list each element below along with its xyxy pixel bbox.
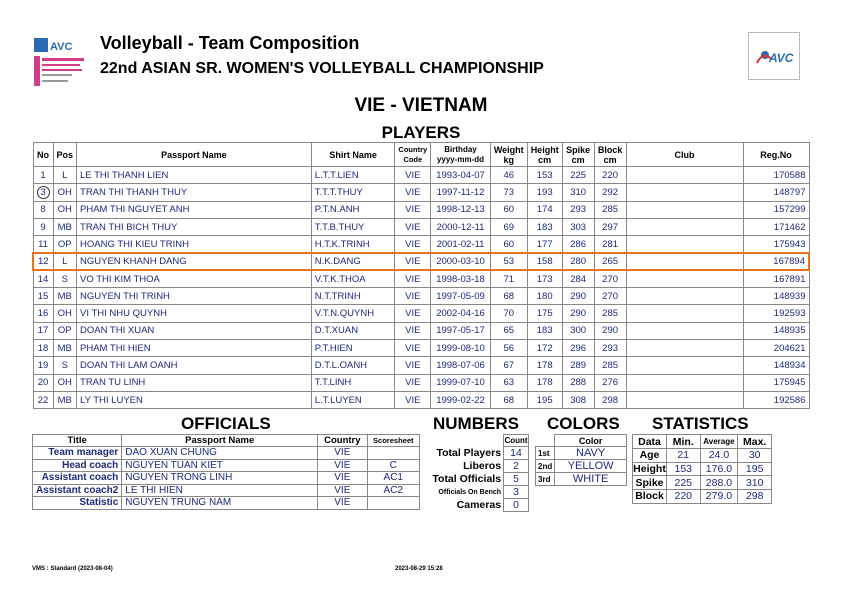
player-pos: MB — [53, 339, 77, 356]
players-table — [32, 142, 810, 409]
stat-avg: 24.0 — [700, 449, 738, 463]
player-spike: 290 — [562, 288, 594, 305]
numbers-label: Officials On Bench — [438, 488, 502, 496]
numbers-header-row — [424, 435, 529, 447]
player-block: 297 — [594, 218, 626, 235]
player-spike: 310 — [562, 184, 594, 201]
player-reg: 148797 — [743, 184, 809, 201]
color-rank: 3rd — [536, 473, 555, 486]
player-no: 14 — [33, 270, 53, 287]
player-birthday: 1993-04-07 — [431, 167, 491, 184]
numbers-row — [424, 460, 529, 473]
col-pos: Pos — [53, 143, 77, 167]
player-pos: L — [53, 167, 77, 184]
player-reg: 171462 — [743, 218, 809, 235]
official-score: AC1 — [367, 472, 419, 485]
player-country: VIE — [395, 253, 431, 270]
numbers-title: NUMBERS — [433, 414, 519, 433]
player-name: LE THI THANH LIEN — [77, 167, 312, 184]
player-birthday: 2000-12-11 — [431, 218, 491, 235]
player-row — [33, 218, 809, 235]
document-title: Volleyball - Team Composition — [100, 33, 360, 53]
official-country: VIE — [318, 447, 367, 460]
player-block: 293 — [594, 339, 626, 356]
team-title: VIE - VIETNAM — [354, 95, 488, 116]
official-name: NGUYEN TUAN KIET — [122, 459, 318, 472]
player-row — [33, 270, 809, 287]
official-name: NGUYEN TRONG LINH — [122, 472, 318, 485]
statistics-title: STATISTICS — [652, 414, 749, 433]
stat-key: Age — [633, 449, 667, 463]
stat-avg: 288.0 — [700, 476, 738, 490]
player-club — [626, 322, 743, 339]
stat-avg: 279.0 — [700, 490, 738, 504]
player-birthday: 1998-12-13 — [431, 201, 491, 218]
player-weight: 67 — [490, 357, 527, 374]
statistics-header-row — [633, 435, 772, 449]
player-club — [626, 374, 743, 391]
col-no: No — [33, 143, 53, 167]
player-block: 276 — [594, 374, 626, 391]
player-spike: 303 — [562, 218, 594, 235]
official-country: VIE — [318, 497, 367, 510]
player-reg: 157299 — [743, 201, 809, 218]
player-birthday: 1998-03-18 — [431, 270, 491, 287]
player-row — [33, 374, 809, 391]
player-height: 177 — [527, 236, 562, 253]
officials-col-name: Passport Name — [122, 435, 318, 447]
player-club — [626, 184, 743, 201]
player-club — [626, 305, 743, 322]
official-row — [33, 459, 420, 472]
player-weight: 60 — [490, 236, 527, 253]
official-name: DAO XUAN CHUNG — [122, 447, 318, 460]
officials-table — [32, 434, 420, 510]
stat-row — [633, 449, 772, 463]
player-weight: 68 — [490, 288, 527, 305]
player-height: 193 — [527, 184, 562, 201]
numbers-label: Total Players — [436, 447, 502, 459]
stat-avg: 176.0 — [700, 462, 738, 476]
stat-row — [633, 476, 772, 490]
player-weight: 68 — [490, 391, 527, 408]
player-pos: OP — [53, 322, 77, 339]
player-reg: 204621 — [743, 339, 809, 356]
stat-max: 298 — [738, 490, 772, 504]
player-spike: 308 — [562, 391, 594, 408]
officials-col-title: Title — [33, 435, 122, 447]
player-height: 153 — [527, 167, 562, 184]
player-weight: 46 — [490, 167, 527, 184]
player-spike: 293 — [562, 201, 594, 218]
official-country: VIE — [318, 459, 367, 472]
player-shirt: T.T.LINH — [311, 374, 395, 391]
player-weight: 69 — [490, 218, 527, 235]
player-row — [33, 253, 809, 270]
player-country: VIE — [395, 288, 431, 305]
player-pos: OH — [53, 305, 77, 322]
player-shirt: T.T.T.THUY — [311, 184, 395, 201]
player-reg: 148934 — [743, 357, 809, 374]
right-logo-text: AVC — [769, 51, 794, 65]
color-row — [536, 473, 627, 486]
stat-key: Height — [633, 463, 666, 476]
numbers-label: Liberos — [463, 460, 502, 472]
player-block: 285 — [594, 357, 626, 374]
col-block: Block cm — [594, 143, 626, 167]
player-weight: 71 — [490, 270, 527, 287]
official-title: Head coach — [33, 459, 122, 472]
player-pos: OP — [53, 236, 77, 253]
player-height: 175 — [527, 305, 562, 322]
player-height: 178 — [527, 374, 562, 391]
player-block: 265 — [594, 253, 626, 270]
player-row — [33, 322, 809, 339]
player-club — [626, 357, 743, 374]
player-spike: 290 — [562, 305, 594, 322]
player-reg: 192593 — [743, 305, 809, 322]
col-country-code: Country Code — [395, 143, 431, 167]
player-height: 178 — [527, 357, 562, 374]
player-no: 8 — [33, 201, 53, 218]
championship-title: 22nd ASIAN SR. WOMEN'S VOLLEYBALL CHAMPIONSHIP — [100, 60, 544, 77]
player-shirt: N.K.DANG — [311, 253, 395, 270]
player-country: VIE — [395, 201, 431, 218]
player-weight: 60 — [490, 201, 527, 218]
official-title: Statistic — [33, 497, 122, 510]
colors-header-row — [536, 435, 627, 447]
col-reg-no: Reg.No — [743, 143, 809, 167]
player-row — [33, 201, 809, 218]
official-score — [367, 447, 419, 460]
player-block: 270 — [594, 288, 626, 305]
player-reg: 167891 — [743, 270, 809, 287]
player-name: PHAM THI NGUYET ANH — [77, 201, 312, 218]
player-birthday: 2001-02-11 — [431, 236, 491, 253]
official-score: C — [367, 459, 419, 472]
player-no — [33, 184, 53, 201]
player-no: 20 — [33, 374, 53, 391]
player-country: VIE — [395, 167, 431, 184]
officials-title: OFFICIALS — [181, 414, 271, 433]
color-row — [536, 460, 627, 473]
player-shirt: L.T.LUYEN — [311, 391, 395, 408]
player-no: 1 — [33, 167, 53, 184]
numbers-value: 0 — [504, 499, 529, 512]
player-club — [626, 339, 743, 356]
players-section-title: PLAYERS — [381, 123, 461, 142]
player-spike: 300 — [562, 322, 594, 339]
numbers-row — [424, 486, 529, 499]
player-name: HOANG THI KIEU TRINH — [77, 236, 312, 253]
stat-key: Block — [633, 490, 667, 504]
official-country: VIE — [318, 484, 367, 497]
player-pos: MB — [53, 218, 77, 235]
footer-version: VMS : Standard (2023-08-04) — [32, 566, 113, 572]
player-reg: 175943 — [743, 236, 809, 253]
player-birthday: 1998-07-06 — [431, 357, 491, 374]
player-name: VI THI NHU QUYNH — [77, 305, 312, 322]
player-club — [626, 270, 743, 287]
player-birthday: 1997-11-12 — [431, 184, 491, 201]
player-reg: 148935 — [743, 322, 809, 339]
official-title: Team manager — [33, 447, 122, 460]
officials-header-row — [33, 435, 420, 447]
officials-col-scoresheet: Scoresheet — [367, 435, 419, 447]
captain-circle: 3 — [37, 186, 50, 199]
player-shirt: P.T.N.ANH — [311, 201, 395, 218]
player-country: VIE — [395, 339, 431, 356]
player-block: 270 — [594, 270, 626, 287]
player-country: VIE — [395, 374, 431, 391]
player-birthday: 1999-08-10 — [431, 339, 491, 356]
player-weight: 56 — [490, 339, 527, 356]
player-height: 195 — [527, 391, 562, 408]
player-no: 16 — [33, 305, 53, 322]
numbers-value: 2 — [504, 460, 529, 473]
stat-key: Spike — [633, 476, 667, 490]
numbers-value: 5 — [504, 473, 529, 486]
player-spike: 280 — [562, 253, 594, 270]
player-height: 174 — [527, 201, 562, 218]
player-row — [33, 391, 809, 408]
player-country: VIE — [395, 184, 431, 201]
player-pos: L — [53, 253, 77, 270]
player-shirt: V.T.N.QUYNH — [311, 305, 395, 322]
player-weight: 63 — [490, 374, 527, 391]
player-weight: 53 — [490, 253, 527, 270]
player-reg: 175945 — [743, 374, 809, 391]
player-block: 285 — [594, 201, 626, 218]
player-club — [626, 218, 743, 235]
player-spike: 284 — [562, 270, 594, 287]
player-spike: 225 — [562, 167, 594, 184]
player-birthday: 1997-05-17 — [431, 322, 491, 339]
col-spike: Spike cm — [562, 143, 594, 167]
stats-col-data: Data — [633, 435, 667, 449]
left-logo-text: AVC — [50, 41, 73, 53]
player-club — [626, 167, 743, 184]
player-row — [33, 305, 809, 322]
player-weight: 65 — [490, 322, 527, 339]
stats-col-min: Min. — [666, 435, 700, 449]
player-block: 285 — [594, 305, 626, 322]
player-birthday: 2002-04-16 — [431, 305, 491, 322]
color-value: NAVY — [555, 447, 627, 460]
player-country: VIE — [395, 357, 431, 374]
player-no: 9 — [33, 218, 53, 235]
color-row — [536, 447, 627, 460]
official-title: Assistant coach — [33, 472, 122, 485]
stat-min: 225 — [666, 476, 700, 490]
player-shirt: D.T.XUAN — [311, 322, 395, 339]
player-spike: 289 — [562, 357, 594, 374]
official-row — [33, 497, 420, 510]
colors-table — [535, 434, 627, 486]
official-score — [367, 497, 419, 510]
official-row — [33, 484, 420, 497]
stat-max: 30 — [738, 449, 772, 463]
player-reg: 167894 — [743, 253, 809, 270]
stat-min: 220 — [666, 490, 700, 504]
officials-col-country: Country — [318, 435, 367, 447]
player-no: 15 — [33, 288, 53, 305]
colors-title: COLORS — [547, 414, 620, 433]
player-birthday: 1997-05-09 — [431, 288, 491, 305]
player-spike: 296 — [562, 339, 594, 356]
player-pos: OH — [53, 184, 77, 201]
player-pos: S — [53, 270, 77, 287]
player-height: 180 — [527, 288, 562, 305]
player-spike: 286 — [562, 236, 594, 253]
player-name: NGUYEN KHANH DANG — [77, 253, 312, 270]
player-row — [33, 236, 809, 253]
player-pos: OH — [53, 374, 77, 391]
player-block: 220 — [594, 167, 626, 184]
player-name: DOAN THI XUAN — [77, 322, 312, 339]
numbers-row — [424, 473, 529, 486]
player-shirt: D.T.L.OANH — [311, 357, 395, 374]
player-birthday: 1999-02-22 — [431, 391, 491, 408]
player-club — [626, 391, 743, 408]
player-shirt: T.T.B.THUY — [311, 218, 395, 235]
player-shirt: N.T.TRINH — [311, 288, 395, 305]
player-height: 158 — [527, 253, 562, 270]
player-no: 12 — [33, 253, 53, 270]
player-birthday: 1999-07-10 — [431, 374, 491, 391]
player-height: 172 — [527, 339, 562, 356]
player-club — [626, 288, 743, 305]
player-height: 173 — [527, 270, 562, 287]
player-pos: S — [53, 357, 77, 374]
col-shirt-name: Shirt Name — [311, 143, 395, 167]
player-shirt: H.T.K.TRINH — [311, 236, 395, 253]
col-birthday: Birthday yyyy-mm-dd — [431, 143, 491, 167]
player-country: VIE — [395, 270, 431, 287]
player-name: VO THI KIM THOA — [77, 270, 312, 287]
stats-col-max: Max. — [738, 435, 772, 449]
col-passport-name: Passport Name — [77, 143, 312, 167]
player-shirt: P.T.HIEN — [311, 339, 395, 356]
player-block: 281 — [594, 236, 626, 253]
stats-col-average: Average — [700, 435, 738, 449]
player-country: VIE — [395, 236, 431, 253]
color-value: WHITE — [555, 473, 627, 486]
player-row — [33, 184, 809, 201]
numbers-row — [424, 447, 529, 460]
player-club — [626, 201, 743, 218]
player-reg: 170588 — [743, 167, 809, 184]
player-pos: MB — [53, 391, 77, 408]
player-no: 18 — [33, 339, 53, 356]
color-value: YELLOW — [555, 460, 627, 473]
player-block: 290 — [594, 322, 626, 339]
official-title: Assistant coach2 — [33, 484, 122, 497]
official-name: LE THI HIEN — [122, 484, 318, 497]
official-row — [33, 447, 420, 460]
player-name: LY THI LUYEN — [77, 391, 312, 408]
player-shirt: L.T.T.LIEN — [311, 167, 395, 184]
player-block: 298 — [594, 391, 626, 408]
player-height: 183 — [527, 218, 562, 235]
player-height: 183 — [527, 322, 562, 339]
player-reg: 148939 — [743, 288, 809, 305]
avc-logo — [748, 32, 800, 80]
player-name: TRAN THI THANH THUY — [77, 184, 312, 201]
player-country: VIE — [395, 305, 431, 322]
player-reg: 192586 — [743, 391, 809, 408]
player-name: TRAN TU LINH — [77, 374, 312, 391]
player-pos: MB — [53, 288, 77, 305]
footer-timestamp: 2023-08-29 15:28 — [395, 566, 443, 572]
stat-min: 21 — [666, 449, 700, 463]
numbers-row — [424, 499, 529, 512]
numbers-value: 14 — [504, 447, 529, 460]
numbers-col-count: Count — [504, 436, 528, 445]
stat-row — [633, 462, 772, 476]
color-rank: 1st — [536, 447, 555, 460]
player-weight: 70 — [490, 305, 527, 322]
color-rank: 2nd — [536, 460, 555, 473]
stat-max: 195 — [738, 462, 772, 476]
player-spike: 288 — [562, 374, 594, 391]
numbers-label: Cameras — [456, 499, 502, 511]
player-country: VIE — [395, 218, 431, 235]
statistics-table — [632, 434, 772, 504]
player-shirt: V.T.K.THOA — [311, 270, 395, 287]
col-height: Height cm — [527, 143, 562, 167]
player-club — [626, 253, 743, 270]
player-row — [33, 167, 809, 184]
colors-col-color: Color — [555, 435, 627, 447]
stat-max: 310 — [738, 476, 772, 490]
player-name: NGUYEN THI TRINH — [77, 288, 312, 305]
official-row — [33, 472, 420, 485]
numbers-label: Total Officials — [432, 473, 502, 485]
player-row — [33, 288, 809, 305]
player-name: DOAN THI LAM OANH — [77, 357, 312, 374]
player-no: 19 — [33, 357, 53, 374]
player-name: PHAM THI HIEN — [77, 339, 312, 356]
player-block: 292 — [594, 184, 626, 201]
stat-min: 153 — [666, 462, 700, 476]
player-no: 11 — [33, 236, 53, 253]
player-row — [33, 357, 809, 374]
players-header-row — [33, 143, 809, 167]
official-name: NGUYEN TRUNG NAM — [122, 497, 318, 510]
player-weight: 73 — [490, 184, 527, 201]
numbers-value: 3 — [504, 486, 529, 499]
col-club: Club — [626, 143, 743, 167]
player-row — [33, 339, 809, 356]
official-score: AC2 — [367, 484, 419, 497]
player-country: VIE — [395, 391, 431, 408]
player-no: 17 — [33, 322, 53, 339]
championship-logo — [32, 36, 88, 100]
player-name: TRAN THI BICH THUY — [77, 218, 312, 235]
player-pos: OH — [53, 201, 77, 218]
player-country: VIE — [395, 322, 431, 339]
col-weight: Weight kg — [490, 143, 527, 167]
player-birthday: 2000-03-10 — [431, 253, 491, 270]
official-country: VIE — [318, 472, 367, 485]
player-no: 22 — [33, 391, 53, 408]
stat-row — [633, 490, 772, 504]
numbers-table — [424, 434, 529, 512]
player-club — [626, 236, 743, 253]
